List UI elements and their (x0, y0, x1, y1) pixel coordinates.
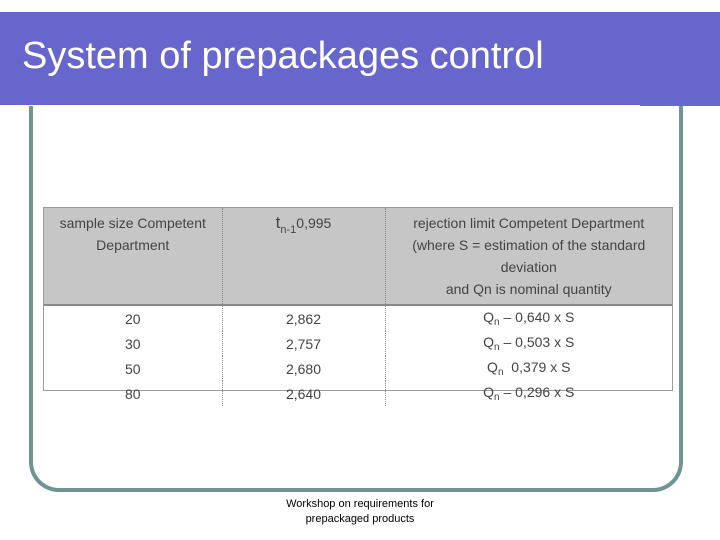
header-rejection-limit (385, 208, 672, 305)
cell-sample-size: 50 (44, 356, 222, 381)
cell-limit-formula: – 0,296 x S (499, 384, 575, 400)
cell-t-value: 2,862 (222, 305, 385, 331)
cell-limit-formula: – 0,503 x S (499, 334, 575, 350)
table-row (44, 356, 672, 381)
cell-sample-size: 80 (44, 381, 222, 406)
table-row (44, 331, 672, 356)
header-sample-size (44, 208, 222, 305)
cell-sample-size: 30 (44, 331, 222, 356)
footer-line2: prepackaged products (305, 513, 415, 525)
header-sample-size-line2: Department (96, 237, 170, 253)
table-row (44, 305, 672, 331)
footer-line1: Workshop on requirements for (286, 498, 434, 510)
cell-limit-formula: 0,379 x S (503, 359, 571, 375)
cell-rejection-limit (385, 356, 672, 381)
cell-t-value: 2,757 (222, 331, 385, 356)
cell-t-value: 2,680 (222, 356, 385, 381)
cell-sample-size: 20 (44, 305, 222, 331)
cell-q-subscript: n (494, 342, 500, 353)
cell-q-subscript: n (494, 392, 500, 403)
header-rejection-line1: rejection limit Competent Department (413, 215, 645, 231)
header-t-value (222, 208, 385, 305)
header-rejection-line2: (where S = estimation of the standard deviation (412, 237, 646, 275)
cell-rejection-limit (385, 381, 672, 406)
cell-limit-formula: – 0,640 x S (499, 309, 575, 325)
rejection-limits-table (44, 208, 672, 403)
header-rejection-line3: and Qn is nominal quantity (445, 281, 612, 297)
cell-q-subscript: n (497, 367, 504, 378)
cell-q-symbol: Q (483, 384, 495, 400)
cell-q-symbol: Q (483, 309, 495, 325)
cell-q-subscript: n (494, 317, 500, 328)
cell-q-symbol: Q (483, 334, 495, 350)
header-t-symbol: t (275, 213, 281, 232)
header-sample-size-line1: sample size Competent (59, 215, 206, 231)
table-row (44, 381, 672, 406)
cell-rejection-limit (385, 331, 672, 356)
header-t-confidence: 0,995 (296, 215, 332, 231)
slide-footer (260, 497, 460, 527)
cell-rejection-limit (385, 305, 672, 331)
cell-q-symbol: Q (487, 359, 498, 375)
cell-t-value: 2,640 (222, 381, 385, 406)
table-header-row (44, 208, 672, 305)
header-t-subscript: n-1 (280, 224, 297, 236)
title-bar (0, 12, 720, 106)
slide-title: System of prepackages control (22, 35, 544, 77)
